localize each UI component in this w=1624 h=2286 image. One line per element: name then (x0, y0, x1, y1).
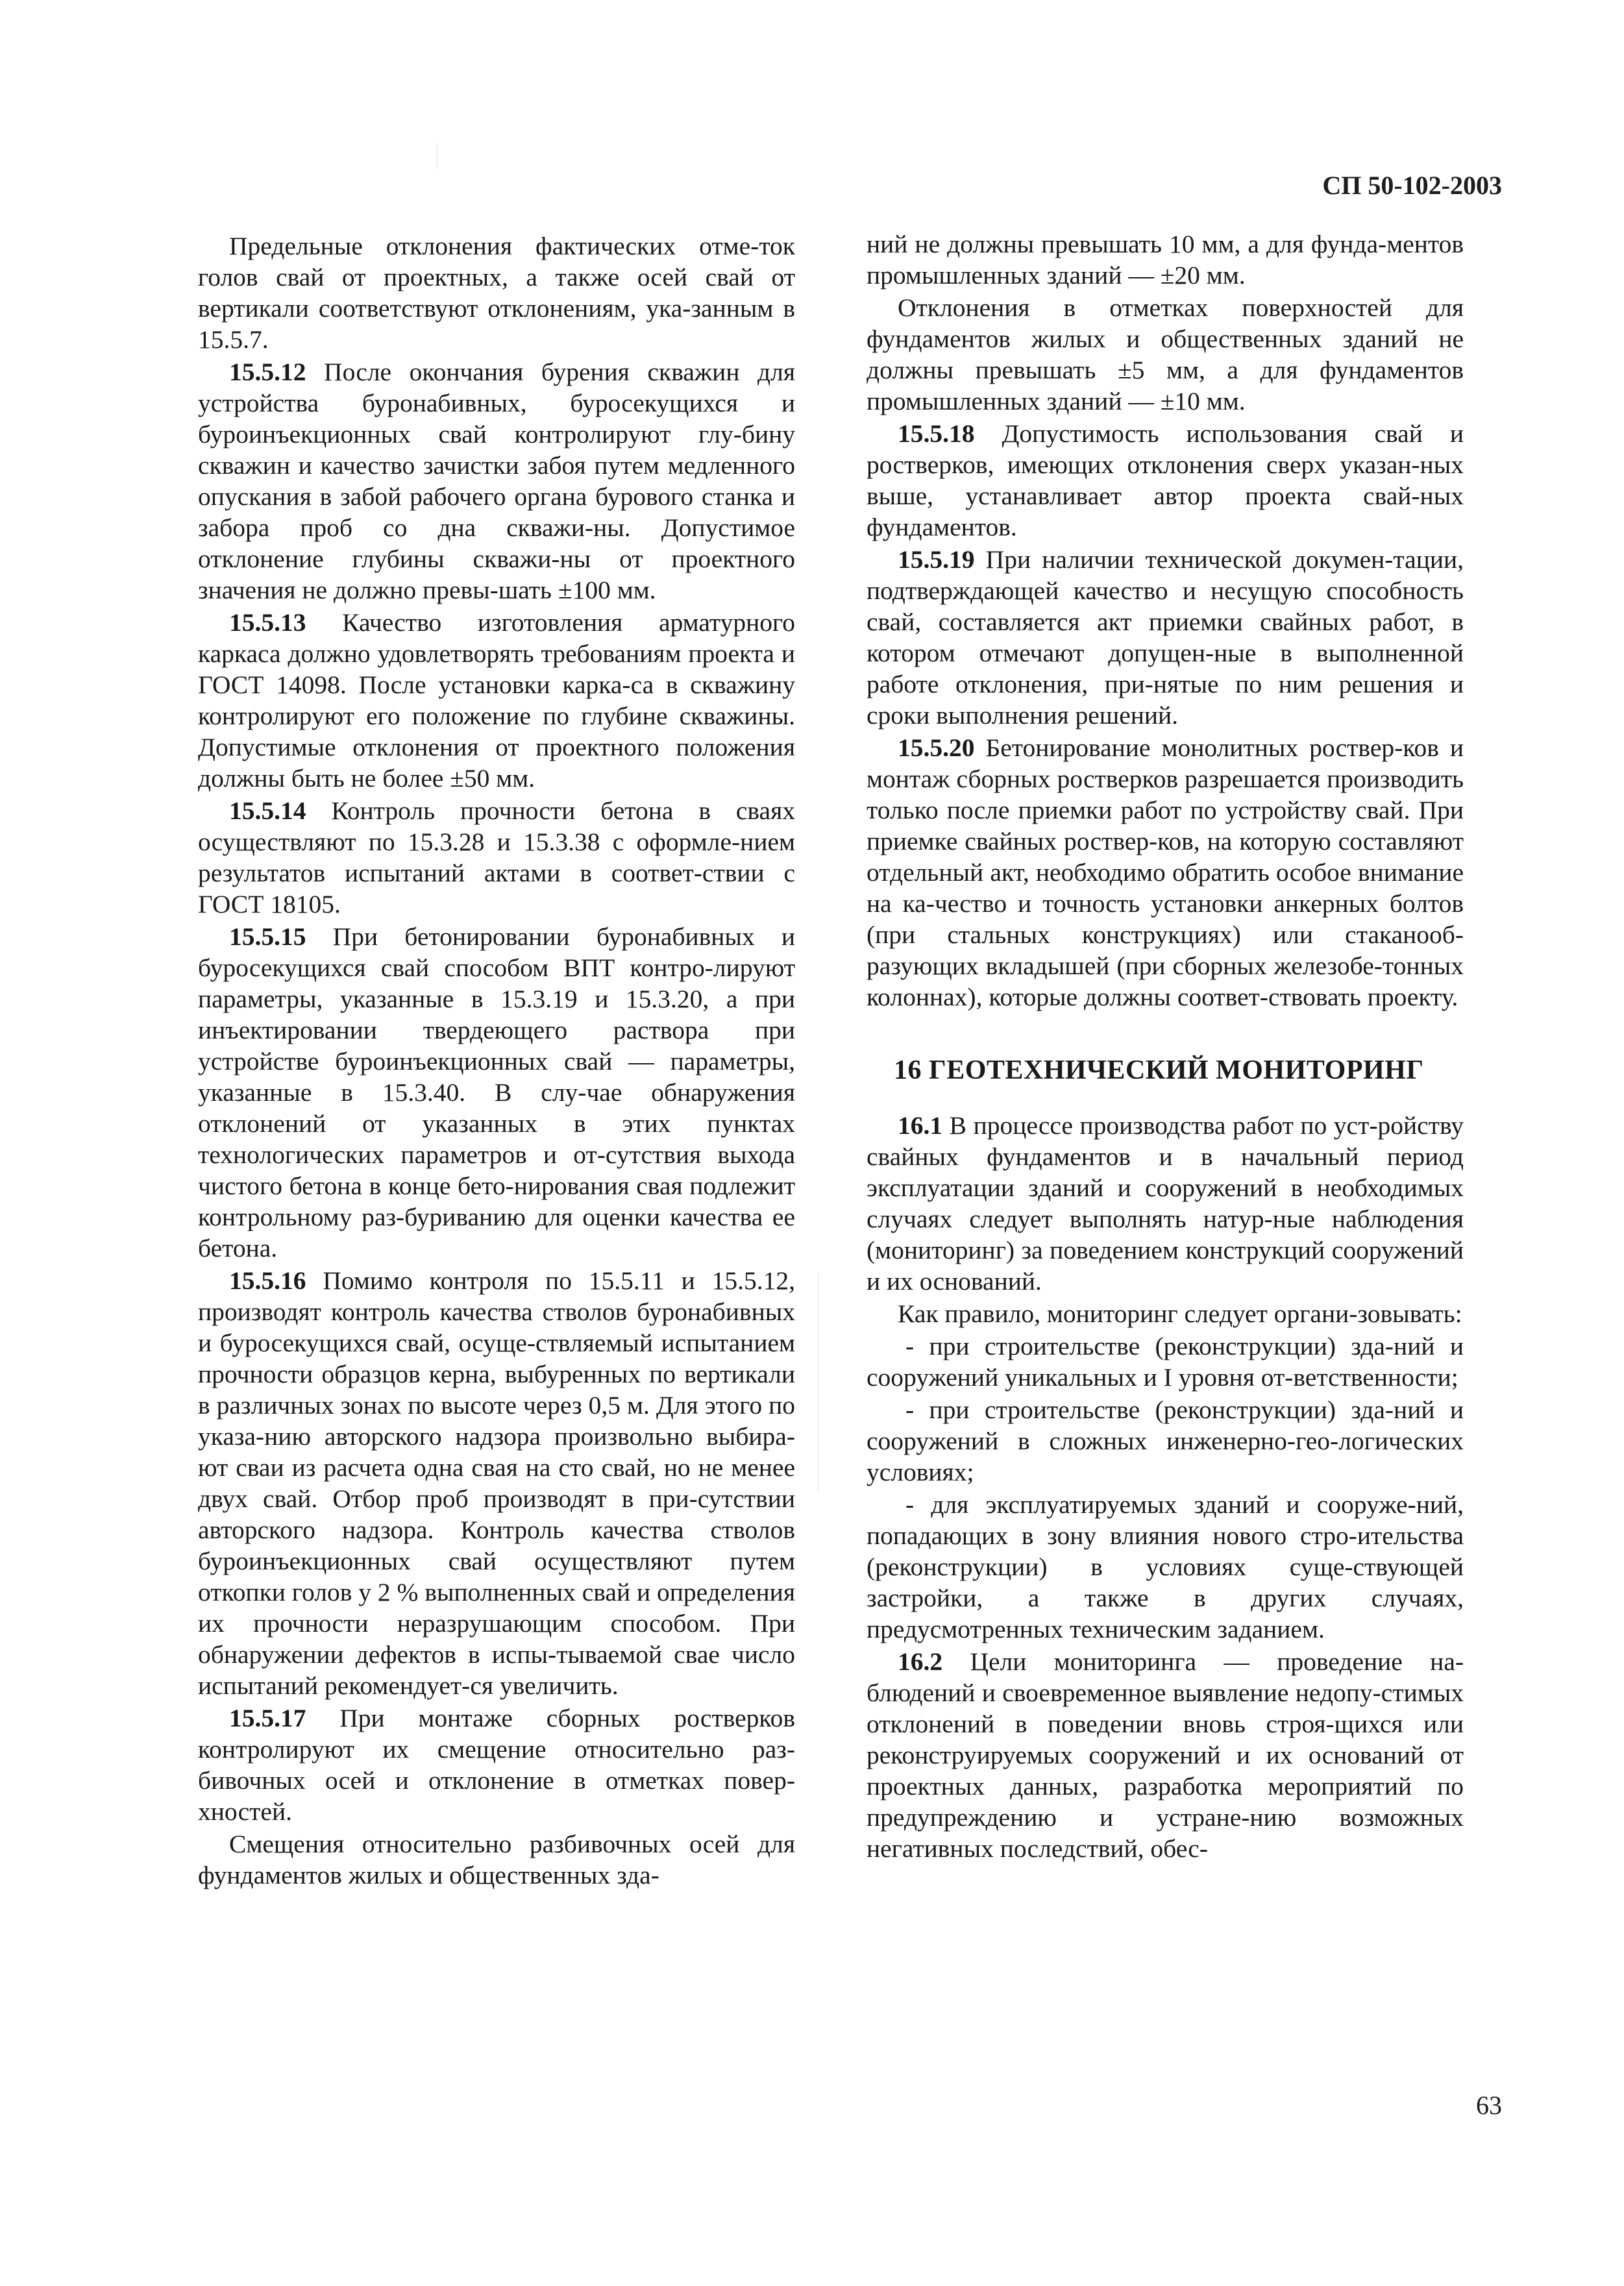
clause-paragraph (198, 795, 795, 920)
clause-number: 16.2 (898, 1647, 943, 1676)
clause-number: 15.5.14 (229, 796, 306, 825)
paragraph (867, 1489, 1464, 1645)
clause-number: 15.5.15 (229, 922, 306, 951)
paragraph-text: Отклонения в отметках поверхностей для фундаментов жилых и общественных зданий не должны превышать ±5 мм, а для фундаментов промышленных зданий — ±10 мм. (867, 293, 1464, 415)
clause-number: 16.1 (898, 1111, 943, 1140)
right-column-bottom (867, 1110, 1464, 1864)
paragraph-text: - при строительстве (реконструкции) зда-ний и сооружений уникальных и I уровня от-ветственности; (867, 1332, 1464, 1392)
paragraph (198, 230, 795, 355)
document-code: СП 50-102-2003 (1322, 171, 1502, 200)
paragraph-text: При наличии технической докумен-тации, подтверждающей качество и несущую способность свай, составляется акт приемки свайных работ, в котором отмечают допущен-ные в выполненной работе отклонения, при-нятые по ним решения и сроки выполнения решений. (867, 545, 1464, 730)
clause-number: 15.5.13 (229, 608, 306, 637)
paragraph-text: - для эксплуатируемых зданий и сооруже-ний, попадающих в зону влияния нового стро-ительства (реконструкции) в условиях суще-ствующей застройки, а также в других случаях, предусмотренных техническим заданием. (867, 1490, 1464, 1643)
clause-paragraph (198, 607, 795, 794)
clause-paragraph (867, 1110, 1464, 1297)
clause-number: 15.5.19 (898, 545, 975, 574)
paragraph-text: Цели мониторинга — проведение на-блюдений и своевременное выявление недопу-стимых отклонений в поведении вновь строя-щихся или реконструируемых сооружений и их оснований от проектных данных, разработка мероприятий по предупреждению и устране-нию возможных негативных последствий, обес- (867, 1647, 1464, 1863)
paragraph-text: Предельные отклонения фактических отме-ток голов свай от проектных, а также осей свай от вертикали соответствуют отклонениям, ука-занным в 15.5.7. (198, 232, 795, 354)
clause-paragraph (867, 732, 1464, 1013)
left-text-column (198, 230, 795, 1891)
paragraph-text: Допустимость использования свай и ростверков, имеющих отклонения сверх указан-ных выше, устанавливает автор проекта свай-ных фундаментов. (867, 419, 1464, 541)
clause-number: 15.5.17 (229, 1704, 306, 1732)
clause-paragraph (867, 418, 1464, 543)
paragraph (867, 1394, 1464, 1488)
paragraph (867, 1331, 1464, 1393)
paragraph (867, 1298, 1464, 1329)
paragraph-text: В процессе производства работ по уст-ройству свайных фундаментов и в начальный период эксплуатации зданий и сооружений в необходимых случаях следует выполнять натур-ные наблюдения (мониторинг) за поведением конструкций сооружений и их оснований. (867, 1111, 1464, 1296)
paragraph-text: Качество изготовления арматурного каркаса должно удовлетворять требованиям проекта и ГОСТ 14098. После установки карка-са в скважину контролируют его положение по глубине скважины. Допустимые отклонения от проектного положения должны быть не более ±50 мм. (198, 608, 795, 793)
paragraph (867, 228, 1464, 291)
paragraph (198, 1828, 795, 1891)
clause-paragraph (867, 544, 1464, 731)
right-column-top (867, 228, 1464, 1013)
right-text-column (867, 228, 1464, 1864)
clause-paragraph (198, 356, 795, 606)
paragraph-text: Как правило, мониторинг следует органи-зовывать: (898, 1299, 1462, 1328)
paragraph-text: Бетонирование монолитных роствер-ков и монтаж сборных ростверков разрешается производить только после приемки работ по устройству свай. При приемке свайных роствер-ков, на которую составляют отдельный акт, необходимо обратить особое внимание на ка-чество и точность установки анкерных болтов (при стальных конструкциях) или стаканооб-разующих вкладышей (при сборных железобе-тонных колоннах), которые должны соответ-ствовать проекту. (867, 733, 1464, 1011)
paragraph (867, 292, 1464, 417)
paragraph-text: ний не должны превышать 10 мм, а для фунда-ментов промышленных зданий — ±20 мм. (867, 230, 1464, 289)
paragraph-text: При бетонировании буронабивных и буросекущихся свай способом ВПТ контро-лируют параметры, указанные в 15.3.19 и 15.3.20, а при инъектировании твердеющего раствора при устройстве буроинъекционных свай — параметры, указанные в 15.3.40. В слу-чае обнаружения отклонений от указанных в этих пунктах технологических параметров и от-сутствия выхода чистого бетона в конце бето-нирования свая подлежит контрольному раз-буриванию для оценки качества ее бетона. (198, 922, 795, 1262)
scan-speck (436, 143, 437, 169)
clause-paragraph (198, 921, 795, 1264)
paragraph-text: Смещения относительно разбивочных осей для фундаментов жилых и общественных зда- (198, 1830, 795, 1889)
clause-number: 15.5.18 (898, 419, 975, 448)
paragraph-text: При монтаже сборных ростверков контролируют их смещение относительно раз-бивочных осей и отклонение в отметках повер-хностей. (198, 1704, 795, 1826)
paragraph-text: После окончания бурения скважин для устройства буронабивных, буросекущихся и буроинъекционных свай контролируют глу-бину скважин и качество зачистки забоя путем медленного опускания в забой рабочего органа бурового станка и забора проб со дна скважи-ны. Допустимое отклонение глубины скважи-ны от проектного значения не должно превы-шать ±100 мм. (198, 358, 795, 604)
clause-paragraph (198, 1702, 795, 1827)
paragraph-text: - при строительстве (реконструкции) зда-ний и сооружений в сложных инженерно-гео-логических условиях; (867, 1395, 1464, 1486)
page-number: 63 (1476, 2091, 1502, 2120)
clause-number: 15.5.20 (898, 733, 975, 762)
section-heading: 16 ГЕОТЕХНИЧЕСКИЙ МОНИТОРИНГ (894, 1055, 1424, 1085)
clause-paragraph (198, 1265, 795, 1701)
clause-number: 15.5.12 (229, 358, 306, 386)
paragraph-text: Помимо контроля по 15.5.11 и 15.5.12, производят контроль качества стволов буронабивных и буросекущихся свай, осуще-ствляемый испытанием прочности образцов керна, выбуренных по вертикали в различных зонах по высоте через 0,5 м. Для этого по указа-нию авторского надзора произвольно выбира-ют сваи из расчета одна свая на сто свай, но не менее двух свай. Отбор проб производят в при-сутствии авторского надзора. Контроль качества стволов буроинъекционных свай осуществляют путем откопки голов у 2 % выполненных свай и определения их прочности неразрушающим способом. При обнаружении дефектов в испы-тываемой свае число испытаний рекомендует-ся увеличить. (198, 1266, 795, 1700)
paragraph-text: Контроль прочности бетона в сваях осуществляют по 15.3.28 и 15.3.38 с оформле-нием результатов испытаний актами в соответ-ствии с ГОСТ 18105. (198, 796, 795, 918)
clause-number: 15.5.16 (229, 1266, 306, 1295)
clause-paragraph (867, 1646, 1464, 1864)
